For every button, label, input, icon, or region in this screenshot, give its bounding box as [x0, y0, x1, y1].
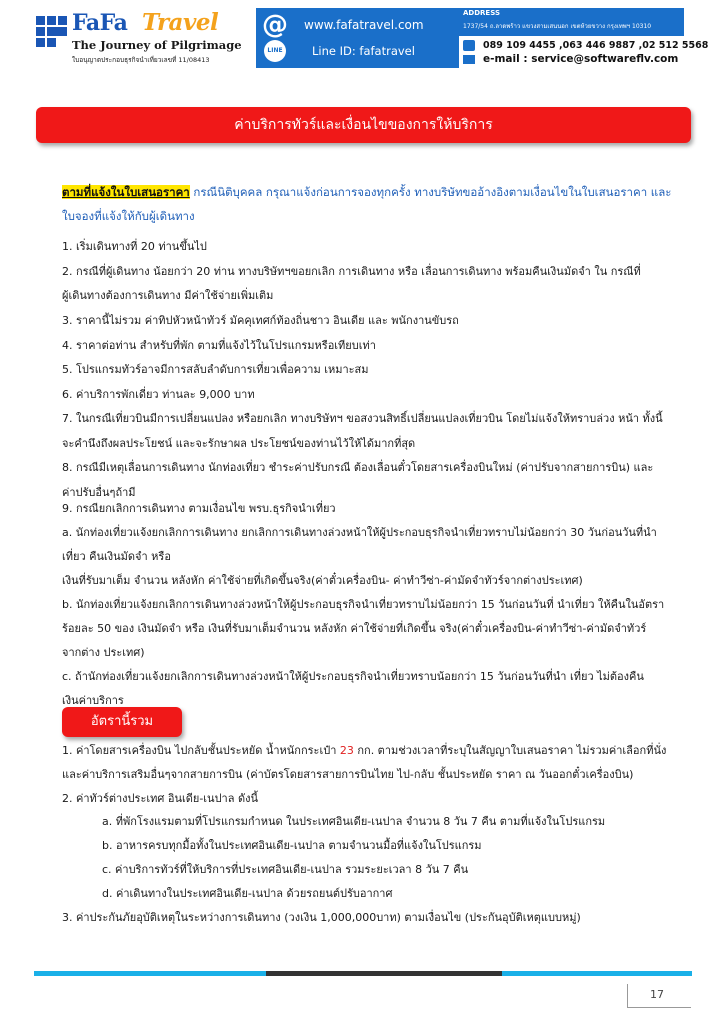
list-item: a. ที่พักโรงแรมตามที่โปรแกรมกำหนด ในประเทศอินเดีย-เนปาล จำนวน 8 วัน 7 คืน ตามที่แจ้งในโปรแกรม — [102, 815, 606, 828]
footer-bar-left — [34, 971, 266, 976]
list-item: จะคำนึงถึงผลประโยชน์ และจะรักษาผล ประโยชน์ของท่านไว้ให้ได้มากที่สุด — [62, 437, 416, 450]
list-item: 3. ราคานี้ไม่รวม ค่าทิปหัวหน้าทัวร์ มัคคุเทศก์ท้องถิ่นชาว อินเดีย และ พนักงานขับรถ — [62, 314, 459, 327]
list-item: 2. กรณีที่ผู้เดินทาง น้อยกว่า 20 ท่าน ทางบริษัทฯขอยกเลิก การเดินทาง หรือ เลื่อนการเดินทาง พร้อมคืนเงินมัดจำ ใน กรณีที่ — [62, 265, 641, 278]
email-address[interactable]: e-mail : service@softwareflv.com — [483, 53, 679, 65]
list-item: 5. โปรแกรมทัวร์อาจมีการสลับลำดับการเที่ยวเพื่อความ เหมาะสม — [62, 363, 369, 376]
list-item — [62, 743, 666, 759]
footer-bar-middle — [266, 971, 502, 976]
line-app-icon: LINE — [264, 40, 286, 62]
list-item: เงินค่าบริการ — [62, 694, 124, 707]
list-item: 9. กรณียกเลิกการเดินทาง ตามเงื่อนไข พรบ.ธุรกิจนำเที่ยว — [62, 502, 336, 515]
logo-tagline: The Journey of Pilgrimage — [72, 38, 242, 52]
list-item: 3. ค่าประกันภัยอุบัติเหตุในระหว่างการเดินทาง (วงเงิน 1,000,000บาท) ตามเงื่อนไข (ประกันอุบัติเหตุแบบหมู่) — [62, 911, 581, 924]
baggage-weight: 23 — [339, 744, 354, 757]
list-item: ร้อยละ 50 ของ เงินมัดจำ หรือ เงินที่รับมาเต็มจำนวน หลังหัก ค่าใช้จ่ายที่เกิดขึ้น จริง(ค่าตั๋วเครื่องบิน-ค่าทำวีซ่า-ค่ามัดจำทัวร์ — [62, 622, 647, 635]
list-item: 6. ค่าบริการพักเดี่ยว ท่านละ 9,000 บาท — [62, 388, 255, 401]
includes-section-tab — [62, 707, 182, 737]
list-item: เที่ยว คืนเงินมัดจำ หรือ — [62, 550, 171, 563]
address-block — [456, 8, 709, 68]
list-item: จากต่าง ประเทศ) — [62, 646, 145, 659]
website-url[interactable]: www.fafatravel.com — [304, 18, 424, 32]
list-item: และค่าบริการเสริมอื่นๆจากสายการบิน (ค่าบัตรโดยสารสายการบินไทย ไป-กลับ ชั้นประหยัด ราคา ณ วันออกตั๋วเครื่องบิน) — [62, 768, 634, 781]
phone-numbers: 089 109 4455 ,063 446 9887 ,02 512 5568 — [483, 40, 709, 51]
include-1-text-b: กก. ตามช่วงเวลาที่ระบุในสัญญาใบเสนอราคา ไม่รวมค่าเลือกที่นั่ง — [353, 744, 667, 757]
list-item: 1. เริ่มเดินทางที่ 20 ท่านขึ้นไป — [62, 240, 207, 253]
includes-title: อัตรานี้รวม — [90, 714, 154, 729]
footer-bar-right — [502, 971, 692, 976]
list-item: b. นักท่องเที่ยวแจ้งยกเลิกการเดินทางล่วงหน้าให้ผู้ประกอบธุรกิจนำเที่ยวทราบไม่น้อยกว่า 15 วันก่อนวันที่ นำเที่ยว ให้คืนในอัตรา — [62, 598, 665, 611]
list-item: 7. ในกรณีเที่ยวบินมีการเปลี่ยนแปลง หรือยกเลิก ทางบริษัทฯ ขอสงวนสิทธิ์เปลี่ยนแปลงเที่ยวบิน โดยไม่แจ้งให้ทราบล่วง หน้า ทั้งนี้ — [62, 412, 663, 425]
list-item: c. ถ้านักท่องเที่ยวแจ้งยกเลิกการเดินทางล่วงหน้าให้ผู้ประกอบธุรกิจนำเที่ยวทราบน้อยกว่า 15 วันก่อนวันที่นำ เที่ยว ไม่ต้องคืน — [62, 670, 644, 683]
list-item: c. ค่าบริการทัวร์ที่ให้บริการที่ประเทศอินเดีย-เนปาล รวมระยะเวลา 8 วัน 7 คืน — [102, 863, 469, 876]
intro-paragraph — [62, 180, 702, 228]
include-1-text-a: 1. ค่าโดยสารเครื่องบิน ไปกลับชั้นประหยัด น้ำหนักกระเป๋า — [62, 744, 340, 757]
intro-highlight: ตามที่แจ้งในใบเสนอราคา — [62, 185, 190, 199]
list-item: a. นักท่องเที่ยวแจ้งยกเลิกการเดินทาง ยกเลิกการเดินทางล่วงหน้าให้ผู้ประกอบธุรกิจนำเที่ยวทราบไม่น้อยกว่า 30 วันก่อนวันที่นำ — [62, 526, 657, 539]
phone-icon — [463, 40, 475, 51]
logo-fafa-text: FaFa — [72, 10, 128, 36]
logo-travel-text: Travel — [142, 9, 219, 36]
page-header — [34, 8, 709, 68]
list-item: 4. ราคาต่อท่าน สำหรับที่พัก ตามที่แจ้งไว้ในโปรแกรมหรือเทียบเท่า — [62, 339, 376, 352]
mail-icon — [463, 55, 475, 64]
contact-block — [256, 8, 456, 68]
logo-grid-icon — [36, 16, 68, 48]
list-item: b. อาหารครบทุกมื้อทั้งในประเทศอินเดีย-เนปาล ตามจำนวนมื้อที่แจ้งในโปรแกรม — [102, 839, 482, 852]
intro-text: กรณีนิติบุคคล กรุณาแจ้งก่อนการจองทุกครั้ง ทางบริษัทขออ้างอิงตามเงื่อนไขในใบเสนอราคา และใบจองที่แจ้งให้กับผู้เดินทาง — [62, 185, 672, 223]
list-item: d. ค่าเดินทางในประเทศอินเดีย-เนปาล ด้วยรถยนต์ปรับอากาศ — [102, 887, 393, 900]
list-item: 2. ค่าทัวร์ต่างประเทศ อินเดีย-เนปาล ดังนี้ — [62, 792, 258, 805]
at-sign-icon: @ — [262, 10, 288, 40]
line-id: Line ID: fafatravel — [312, 44, 415, 58]
address-title: ADDRESS — [463, 9, 500, 17]
company-logo — [34, 8, 252, 68]
list-item: ค่าปรับอื่นๆถ้ามี — [62, 486, 136, 499]
section-title-bar — [36, 107, 691, 143]
address-text: 1737/54 ถ.ลาดพร้าว แขวงสามเสนนอก เขตห้วยขวาง กรุงเทพฯ 10310 — [463, 23, 652, 30]
address-bar — [459, 8, 684, 36]
page-title: ค่าบริการทัวร์และเงื่อนไขของการให้บริการ — [234, 117, 493, 133]
license-number: ใบอนุญาตประกอบธุรกิจนำเที่ยวเลขที่ 11/08413 — [72, 56, 210, 64]
page-number: 17 — [650, 988, 664, 1001]
list-item: เงินที่รับมาเต็ม จำนวน หลังหัก ค่าใช้จ่ายที่เกิดขึ้นจริง(ค่าตั๋วเครื่องบิน- ค่าทำวีซ่า-ค่ามัดจำทัวร์จากต่างประเทศ) — [62, 574, 583, 587]
list-item: 8. กรณีมีเหตุเลื่อนการเดินทาง นักท่องเที่ยว ชำระค่าปรับกรณี ต้องเลื่อนตั๋วโดยสารเครื่องบินใหม่ (ค่าปรับจากสายการบิน) และ — [62, 461, 654, 474]
list-item: ผู้เดินทางต้องการเดินทาง มีค่าใช้จ่ายเพิ่มเติม — [62, 289, 274, 302]
